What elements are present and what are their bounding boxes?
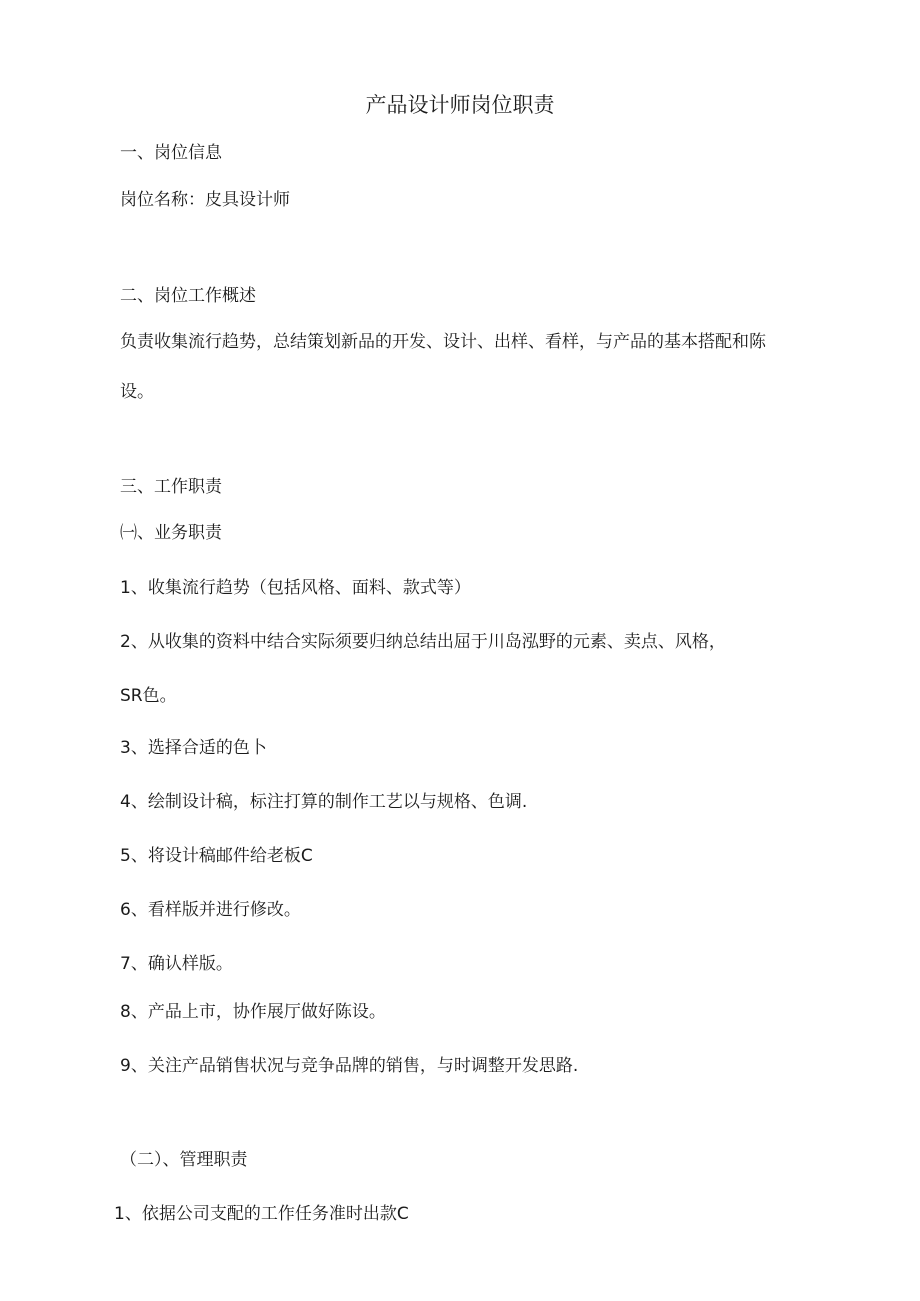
list-item: 2、从收集的资料中结合实际须要归纳总结出屈于川岛泓野的元素、卖点、风格， bbox=[120, 632, 726, 652]
section-heading-duties: 三、工作职责 bbox=[120, 477, 222, 497]
list-item: 1、依据公司支配的工作任务准时出款C bbox=[114, 1204, 409, 1224]
section-heading-position-info: 一、岗位信息 bbox=[120, 143, 222, 163]
overview-paragraph-line: 设。 bbox=[120, 382, 154, 402]
list-item: 6、看样版并进行修改。 bbox=[120, 900, 301, 920]
subsection-heading-management: （二）、管理职责 bbox=[120, 1150, 248, 1170]
position-name-line: 岗位名称：皮具设计师 bbox=[120, 190, 290, 210]
list-item: 9、关注产品销售状况与竞争品牌的销售，与时调整开发思路. bbox=[120, 1056, 579, 1076]
section-heading-work-overview: 二、岗位工作概述 bbox=[120, 286, 256, 306]
list-item: 8、产品上市，协作展厅做好陈设。 bbox=[120, 1002, 386, 1022]
list-item: 5、将设计稿邮件给老板C bbox=[120, 846, 313, 866]
subsection-heading-business: ㈠、业务职责 bbox=[120, 523, 222, 543]
document-title: 产品设计师岗位职责 bbox=[365, 93, 555, 117]
list-item: 4、绘制设计稿，标注打算的制作工艺以与规格、色调. bbox=[120, 792, 528, 812]
list-item: 7、确认样版。 bbox=[120, 954, 233, 974]
list-item: 1、收集流行趋势（包括风格、面料、款式等） bbox=[120, 578, 471, 598]
list-item: 3、选择合适的色卜 bbox=[120, 738, 267, 758]
overview-paragraph-line: 负责收集流行趋势，总结策划新品的开发、设计、出样、看样，与产品的基本搭配和陈 bbox=[120, 332, 766, 352]
list-item-continuation: SR色。 bbox=[120, 686, 177, 706]
